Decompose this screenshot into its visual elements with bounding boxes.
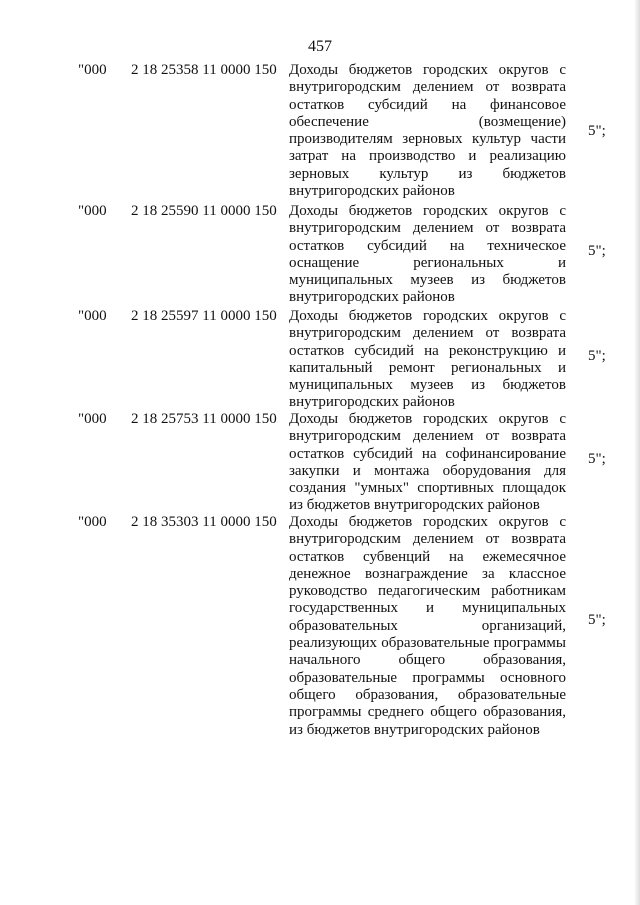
entry-prefix: "000: [78, 62, 107, 78]
page-number: 457: [308, 38, 332, 55]
entry-suffix: 5";: [588, 612, 606, 628]
entry-suffix: 5";: [588, 451, 606, 467]
budget-classification-code: 2 18 25753 11 0000 150: [131, 411, 277, 427]
entry-description: Доходы бюджетов городских округов с внутригородским делением от возврата остатков субвенций на ежемесячное денежное вознаграждение за классное руководство педагогическим работникам государственных и муниципальных образовательных организаций, реализующих образовательные программы начального общего образования, образовательные программы основного общего образования, образовательные программы среднего общего образования, из бюджетов внутригородских районов: [289, 514, 566, 738]
entry-description: Доходы бюджетов городских округов с внутригородским делением от возврата остатков субсидий на софинансирование закупки и монтажа оборудования для создания "умных" спортивных площадок из бюджетов внутригородских районов: [289, 411, 566, 514]
entry-suffix: 5";: [588, 348, 606, 364]
budget-classification-code: 2 18 25597 11 0000 150: [131, 308, 277, 324]
entry-description: Доходы бюджетов городских округов с внутригородским делением от возврата остатков субсидий на техническое оснащение региональных и муниципальных музеев из бюджетов внутригородских районов: [289, 203, 566, 306]
entry-suffix: 5";: [588, 243, 606, 259]
scan-edge: [634, 0, 640, 905]
entry-prefix: "000: [78, 203, 107, 219]
entry-prefix: "000: [78, 514, 107, 530]
budget-classification-code: 2 18 25590 11 0000 150: [131, 203, 277, 219]
entry-prefix: "000: [78, 411, 107, 427]
budget-classification-code: 2 18 25358 11 0000 150: [131, 62, 277, 78]
entry-suffix: 5";: [588, 123, 606, 139]
entry-prefix: "000: [78, 308, 107, 324]
entry-description: Доходы бюджетов городских округов с внутригородским делением от возврата остатков субсидий на финансовое обеспечение (возмещение) производителям зерновых культур части затрат на производство и реализацию зерновых культур из бюджетов внутригородских районов: [289, 62, 566, 200]
budget-classification-code: 2 18 35303 11 0000 150: [131, 514, 277, 530]
entry-description: Доходы бюджетов городских округов с внутригородским делением от возврата остатков субсидий на реконструкцию и капитальный ремонт региональных и муниципальных музеев из бюджетов внутригородских районов: [289, 308, 566, 411]
